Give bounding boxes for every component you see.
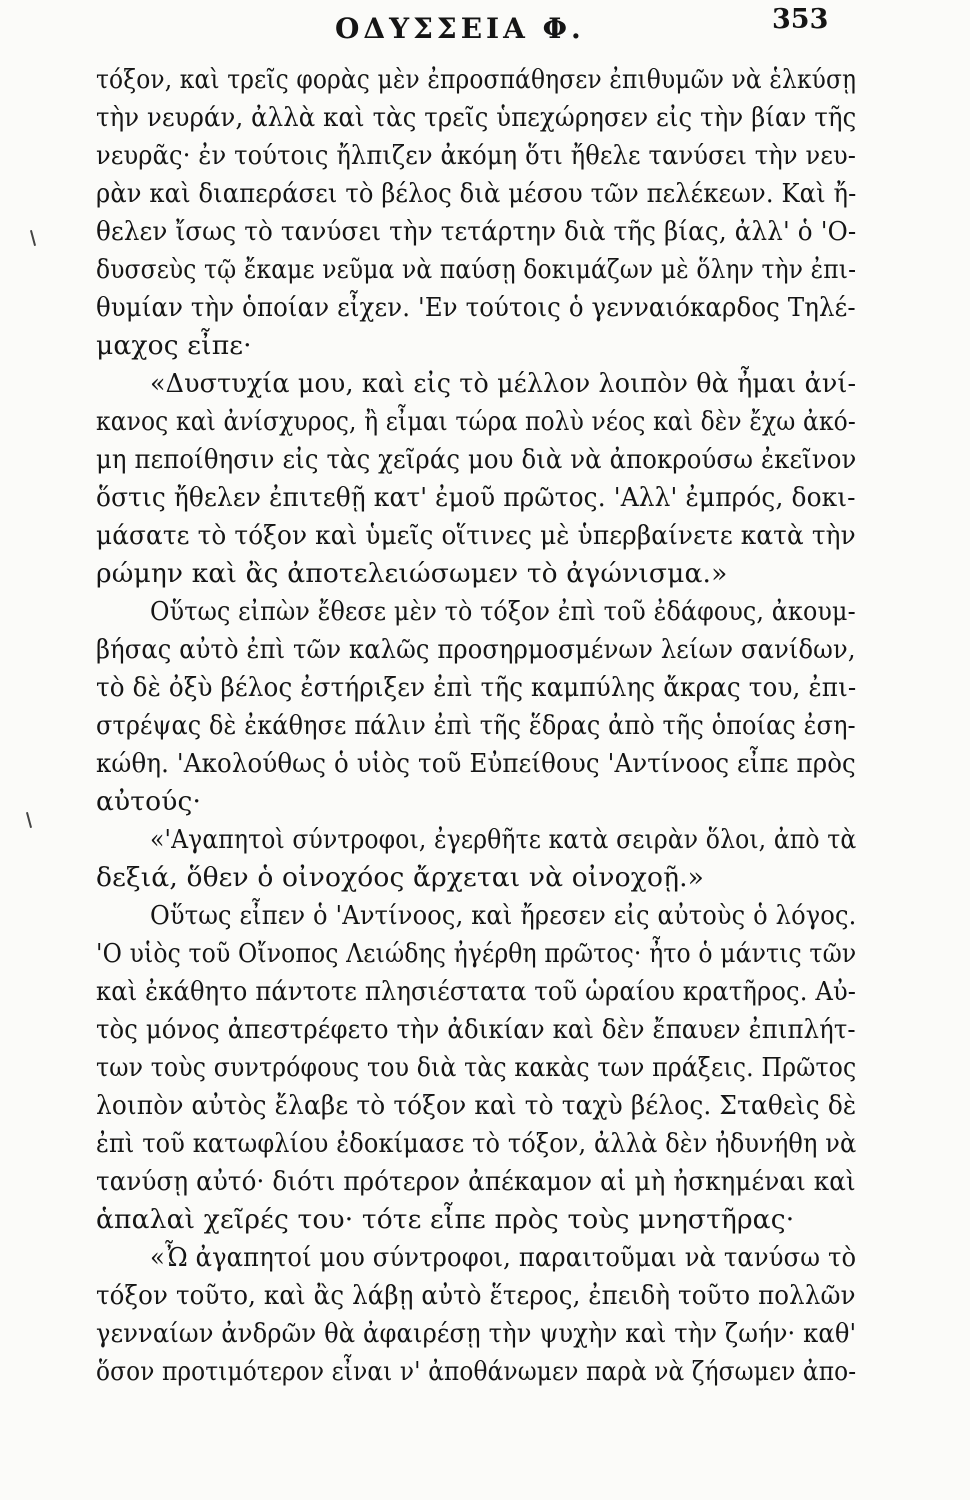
text-line: των τοὺς συντρόφους του διὰ τὰς κακὰς των πράξεις. Πρῶτος [96, 1052, 857, 1083]
text-line: κανος καὶ ἀνίσχυρος, ἢ εἶμαι τώρα πολὺ νέος καὶ δὲν ἔχω ἀκό- [96, 406, 856, 437]
text-line: ἁπαλαὶ χεῖρές του· τότε εἶπε πρὸς τοὺς μνηστῆρας· [96, 1204, 795, 1235]
text-line: μη πεποίθησιν εἰς τὰς χεῖράς μου διὰ νὰ ἀποκρούσω ἐκεῖνον [96, 444, 857, 475]
text-line: ἐπὶ τοῦ κατωφλίου ἐδοκίμασε τὸ τόξον, ἀλλὰ δὲν ἠδυνήθη νὰ [96, 1128, 857, 1159]
text-line: τόξον, καὶ τρεῖς φορὰς μὲν ἐπροσπάθησεν ἐπιθυμῶν νὰ ἑλκύσῃ [96, 64, 857, 95]
text-line: «'Αγαπητοὶ σύντροφοι, ἐγερθῆτε κατὰ σειρὰν ὅλοι, ἀπὸ τὰ [150, 824, 857, 855]
text-line: θυμίαν τὴν ὁποίαν εἶχεν. 'Εν τούτοις ὁ γενναιόκαρδος Τηλέ- [96, 292, 856, 323]
text-line: μαχος εἶπε· [96, 330, 252, 361]
text-line: «Δυστυχία μου, καὶ εἰς τὸ μέλλον λοιπὸν θὰ ἦμαι ἀνί- [150, 368, 857, 399]
text-line: ρώμην καὶ ἂς ἀποτελειώσωμεν τὸ ἀγώνισμα.» [96, 558, 728, 589]
text-line: 'Ο υἱὸς τοῦ Οἴνοπος Λειώδης ἠγέρθη πρῶτος· ἦτο ὁ μάντις τῶν [96, 938, 857, 969]
text-line: νευρᾶς· ἐν τούτοις ἤλπιζεν ἀκόμη ὅτι ἤθελε τανύσει τὴν νευ- [96, 140, 857, 171]
text-line: Οὕτως εἶπεν ὁ 'Αντίνοος, καὶ ἤρεσεν εἰς αὐτοὺς ὁ λόγος. [150, 900, 857, 931]
text-line: βήσας αὐτὸ ἐπὶ τῶν καλῶς προσηρμοσμένων λείων σανίδων, [96, 634, 856, 665]
text-line: τὸς μόνος ἀπεστρέφετο τὴν ἀδικίαν καὶ δὲν ἔπαυεν ἐπιπλήτ- [96, 1014, 856, 1045]
text-line: θελεν ἴσως τὸ τανύσει τὴν τετάρτην διὰ τῆς βίας, ἀλλ' ὁ 'Ο- [96, 216, 857, 247]
text-line: «Ὦ ἀγαπητοί μου σύντροφοι, παραιτοῦμαι νὰ τανύσω τὸ [150, 1242, 857, 1273]
text-line: κώθη. 'Ακολούθως ὁ υἱὸς τοῦ Εὐπείθους 'Αντίνοος εἶπε πρὸς [96, 748, 856, 779]
margin-mark [30, 230, 36, 246]
text-line: μάσατε τὸ τόξον καὶ ὑμεῖς οἵτινες μὲ ὑπερβαίνετε κατὰ τὴν [96, 520, 856, 551]
text-line: αὐτούς· [96, 786, 202, 817]
text-line: ὅστις ἤθελεν ἐπιτεθῇ κατ' ἐμοῦ πρῶτος. 'Αλλ' ἐμπρός, δοκι- [96, 482, 856, 513]
text-line: στρέψας δὲ ἐκάθησε πάλιν ἐπὶ τῆς ἕδρας ἀπὸ τῆς ὁποίας ἐση- [96, 710, 856, 741]
text-line: δυσσεὺς τῷ ἔκαμε νεῦμα νὰ παύσῃ δοκιμάζων μὲ ὅλην τὴν ἐπι- [96, 254, 857, 285]
text-line: ὅσον προτιμότερον εἶναι ν' ἀποθάνωμεν παρὰ νὰ ζήσωμεν ἀπο- [96, 1356, 857, 1387]
text-line: τόξον τοῦτο, καὶ ἂς λάβῃ αὐτὸ ἕτερος, ἐπειδὴ τοῦτο πολλῶν [96, 1280, 856, 1311]
book-title: ΟΔΥΣΣΕΙΑ Φ. [335, 12, 585, 45]
text-line: τὸ δὲ ὀξὺ βέλος ἐστήριξεν ἐπὶ τῆς καμπύλης ἄκρας του, ἐπι- [96, 672, 857, 703]
text-line: λοιπὸν αὐτὸς ἔλαβε τὸ τόξον καὶ τὸ ταχὺ βέλος. Σταθεὶς δὲ [96, 1090, 857, 1121]
text-line: ρὰν καὶ διαπεράσει τὸ βέλος διὰ μέσου τῶν πελέκεων. Καὶ ἤ- [96, 178, 857, 209]
text-line: τανύσῃ αὐτό· διότι πρότερον ἀπέκαμον αἱ μὴ ἠσκημέναι καὶ [96, 1166, 856, 1197]
text-line: γενναίων ἀνδρῶν θὰ ἀφαιρέσῃ τὴν ψυχὴν καὶ τὴν ζωήν· καθ' [96, 1318, 857, 1349]
text-line: τὴν νευράν, ἀλλὰ καὶ τὰς τρεῖς ὑπεχώρησεν εἰς τὴν βίαν τῆς [96, 102, 857, 133]
text-line: Οὕτως εἰπὼν ἔθεσε μὲν τὸ τόξον ἐπὶ τοῦ ἐδάφους, ἀκουμ- [150, 596, 856, 627]
margin-mark [26, 812, 32, 828]
body-text [96, 62, 856, 1492]
text-line: καὶ ἐκάθητο πάντοτε πλησιέστατα τοῦ ὡραίου κρατῆρος. Αὐ- [96, 976, 857, 1007]
text-line: δεξιά, ὅθεν ὁ οἰνοχόος ἄρχεται νὰ οἰνοχοῇ.» [96, 862, 705, 893]
page-number: 353 [772, 4, 829, 35]
running-head [0, 0, 970, 60]
